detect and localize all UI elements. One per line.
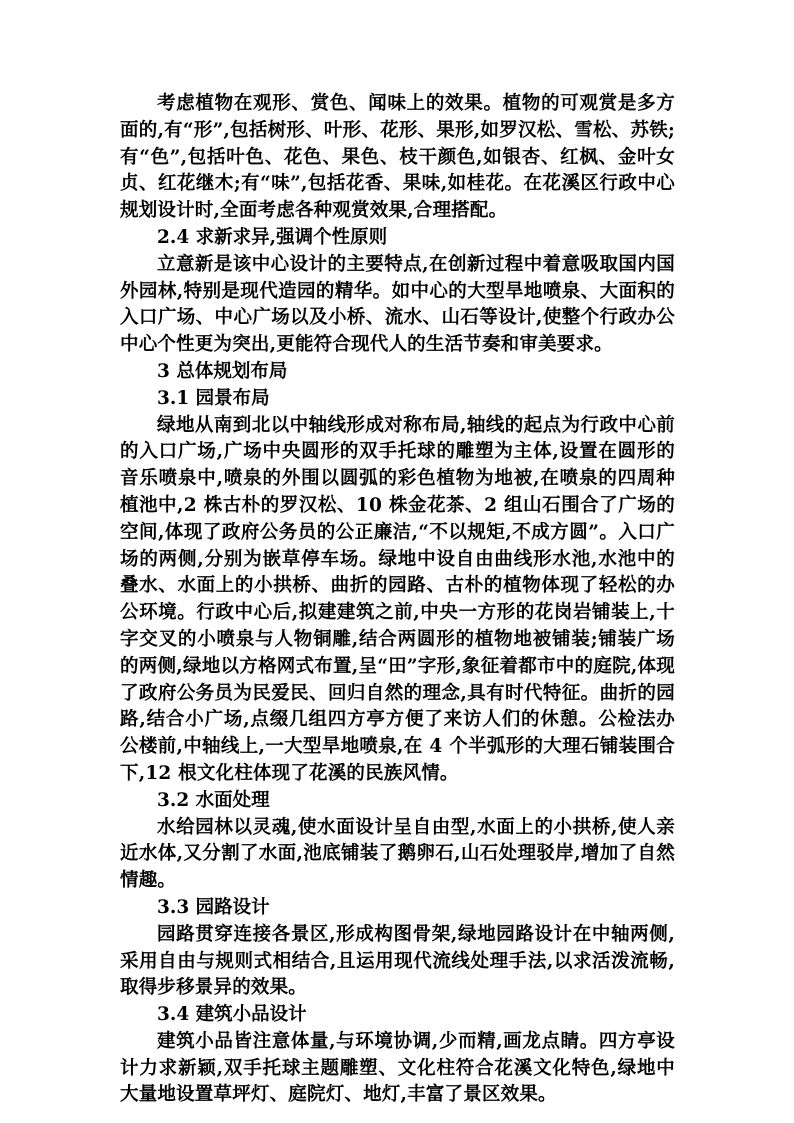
heading-3-3 [120,895,675,922]
section-number: 3.2 [157,789,190,811]
section-number: 3.4 [157,1004,190,1026]
section-number: 2.4 [157,226,190,248]
section-title: 总体规划布局 [176,360,288,382]
heading-2-4 [120,225,675,252]
paragraph-structures: 建筑小品皆注意体量,与环境协调,少而精,画龙点睛。四方亭设计力求新颖,双手托球主题雕塑、文化柱符合花溪文化特色,绿地中大量地设置草坪灯、庭院灯、地灯,丰富了景区效果。 [120,1030,675,1106]
section-title: 水面处理 [195,789,270,811]
paragraph-plant-viewing: 考虑植物在观形、赏色、闻味上的效果。植物的可观赏是多方面的,有“形”,包括树形、叶形、花形、果形,如罗汉松、雪松、苏铁;有“色”,包括叶色、花色、果色、枝干颜色,如银杏、红枫、金叶女贞、红花继木;有“味”,包括花香、果味,如桂花。在花溪区行政中心规划设计时,全面考虑各种观赏效果,合理搭配。 [120,93,675,222]
heading-3 [120,359,675,386]
heading-3-2 [120,788,675,815]
section-number: 3 [157,360,170,382]
section-number: 3.3 [157,896,190,918]
heading-3-4 [120,1002,675,1029]
section-number: 3.1 [157,387,190,409]
section-title: 园景布局 [195,387,270,409]
paragraph-layout: 绿地从南到北以中轴线形成对称布局,轴线的起点为行政中心前的入口广场,广场中央圆形的双手托球的雕塑为主体,设置在圆形的音乐喷泉中,喷泉的外围以圆弧的彩色植物为地被,在喷泉的四周种植池中,2 株古朴的罗汉松、10 株金花茶、2 组山石围合了广场的空间,体现了政府公务员的公正廉洁,“不以规矩,不成方圆”。入口广场的两侧,分别为嵌草停车场。绿地中设自由曲线形水池,水池中的叠水、水面上的小拱桥、曲折的园路、古朴的植物体现了轻松的办公环境。行政中心后,拟建建筑之前,中央一方形的花岗岩铺装上,十字交叉的小喷泉与人物铜雕,结合两圆形的植物地被铺装;铺装广场的两侧,绿地以方格网式布置,呈“田”字形,象征着都市中的庭院,体现了政府公务员为民爱民、回归自然的理念,具有时代特征。曲折的园路,结合小广场,点缀几组四方亭方便了来访人们的休憩。公检法办公楼前,中轴线上,一大型旱地喷泉,在 4 个半弧形的大理石铺装围合下,12 根文化柱体现了花溪的民族风情。 [120,414,675,784]
paragraph-water: 水给园林以灵魂,使水面设计呈自由型,水面上的小拱桥,使人亲近水体,又分割了水面,池底铺装了鹅卵石,山石处理驳岸,增加了自然情趣。 [120,816,675,892]
section-title: 建筑小品设计 [195,1004,307,1026]
heading-3-1 [120,386,675,413]
section-title: 求新求异,强调个性原则 [195,226,388,248]
section-title: 园路设计 [195,896,270,918]
document-page [120,91,675,1109]
paragraph-innovation: 立意新是该中心设计的主要特点,在创新过程中着意吸取国内国外园林,特别是现代造园的精华。如中心的大型旱地喷泉、大面积的入口广场、中心广场以及小桥、流水、山石等设计,使整个行政办公中心个性更为突出,更能符合现代人的生活节奏和审美要求。 [120,253,675,356]
paragraph-paths: 园路贯穿连接各景区,形成构图骨架,绿地园路设计在中轴两侧,采用自由与规则式相结合,且运用现代流线处理手法,以求活泼流畅,取得步移景异的效果。 [120,923,675,999]
